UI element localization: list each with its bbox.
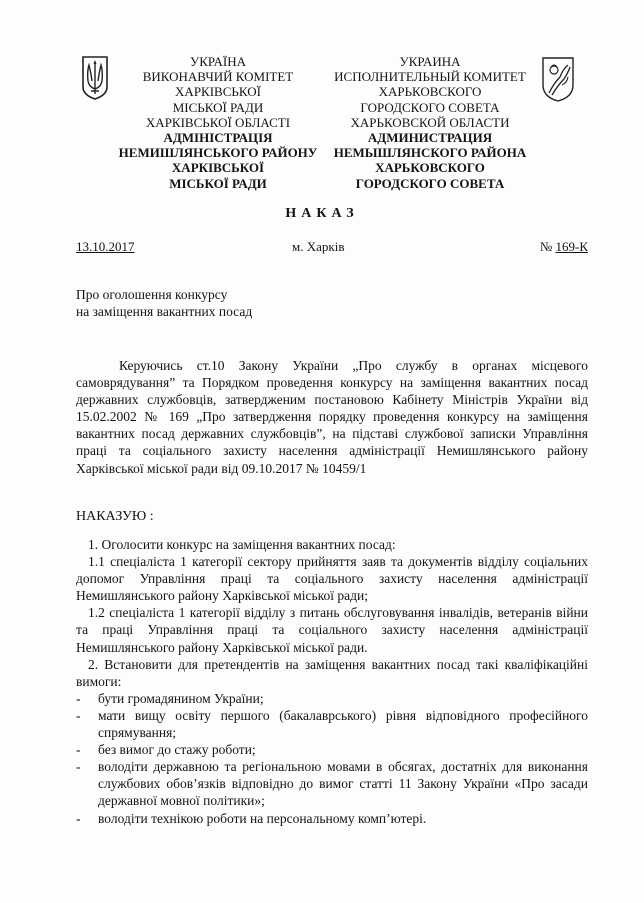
requirement-text: без вимог до стажу роботи;: [98, 742, 256, 758]
requirement-item: [76, 810, 588, 827]
dash-marker: -: [76, 810, 81, 826]
requirement-item: [76, 741, 588, 758]
header-left-line: АДМІНІСТРАЦІЯ: [163, 130, 273, 146]
document-title: НАКАЗ: [285, 206, 359, 221]
header-right-line: УКРАИНА: [399, 54, 461, 69]
header-right-line: ИСПОЛНИТЕЛЬНЫЙ КОМИТЕТ: [334, 69, 526, 85]
requirement-text: володіти державною та регіональною мовами в обсягах, достатніх для виконання службових обов’язків відповідно до вимог статті 11 Закону України «Про засади державної мовної політики»;: [98, 759, 588, 809]
subject-line: на заміщення вакантних посад: [76, 304, 253, 319]
requirement-item: [76, 707, 588, 741]
item-2: 2. Встановити для претендентів на заміщення вакантних посад такі кваліфікаційні вимоги:: [76, 656, 588, 689]
header-right-russian: [326, 54, 534, 191]
header-right-line: ХАРЬКОВСКОГО: [378, 84, 482, 100]
preamble-paragraph: Керуючись ст.10 Закону України „Про службу в органах місцевого самоврядування” та Порядком проведення конкурсу на заміщення вакантних посад державних службовців, затвердженим постановою Кабінету Міністрів України від 15.02.2002 № 169 „Про затвердження порядку проведення конкурсу на заміщення вакантних посад державних службовців”, на підставі службової записки Управління праці та соціального захисту населення адміністрації Немишлянського району Харківської міської ради від 09.10.2017 № 10459/1: [76, 358, 588, 476]
item-1: 1. Оголосити конкурс на заміщення вакантних посад:: [88, 537, 396, 552]
number-value: 169-К: [555, 239, 588, 254]
header-left-line: МІСЬКОЇ РАДИ: [169, 175, 267, 191]
dash-marker: -: [76, 690, 81, 706]
header-left-line: ХАРКІВСЬКОЇ: [175, 84, 261, 100]
requirement-item: [76, 758, 588, 809]
dash-marker: -: [76, 707, 81, 723]
header-right-line: ХАРЬКОВСКОЙ ОБЛАСТИ: [350, 114, 510, 130]
requirement-item: [76, 690, 588, 707]
document-subject: [76, 286, 252, 320]
requirement-text: володіти технікою роботи на персональному комп’ютері.: [98, 810, 427, 826]
header-left-line: УКРАЇНА: [190, 54, 246, 69]
trident-emblem-icon: [80, 55, 110, 101]
header-left-line: ХАРКІВСЬКОЇ ОБЛАСТІ: [145, 114, 291, 130]
requirement-text: мати вищу освіту першого (бакалаврського) рівня відповідного професійного спрямування;: [98, 707, 588, 741]
header-left-line: НЕМИШЛЯНСЬКОГО РАЙОНУ: [118, 145, 318, 161]
document-city: м. Харків: [292, 239, 345, 254]
item-1-1: 1.1 спеціаліста 1 категорії сектору прийняття заяв та документів відділу соціальних допомог Управління праці та соціального захисту населення адміністрації Немишлянського району Харківської міської ради;: [76, 554, 588, 604]
header-left-line: ВИКОНАВЧИЙ КОМІТЕТ: [142, 69, 294, 85]
requirement-text: бути громадянином України;: [98, 690, 264, 706]
header-right-line: НЕМЫШЛЯНСКОГО РАЙОНА: [333, 145, 527, 161]
dash-marker: -: [76, 759, 81, 775]
order-word: НАКАЗУЮ :: [76, 509, 154, 524]
header-left-line: МІСЬКОЇ РАДИ: [172, 99, 264, 115]
number-prefix: №: [539, 239, 553, 254]
header-right-line: ХАРЬКОВСКОГО: [375, 160, 485, 176]
header-right-line: АДМИНИСТРАЦИЯ: [367, 130, 493, 146]
document-number: [540, 239, 588, 255]
dash-marker: -: [76, 742, 81, 758]
subject-line: Про оголошення конкурсу: [76, 287, 228, 302]
header-left-ukrainian: [118, 54, 318, 191]
order-items: [76, 536, 588, 827]
kharkiv-coat-of-arms-icon: [540, 55, 576, 103]
header-left-line: ХАРКІВСЬКОЇ: [171, 160, 265, 176]
header-right-line: ГОРОДСКОГО СОВЕТА: [360, 99, 500, 115]
header-right-line: ГОРОДСКОГО СОВЕТА: [355, 175, 505, 191]
item-1-2: 1.2 спеціаліста 1 категорії відділу з питань обслуговування інвалідів, ветеранів війни та праці Управління праці та соціального захисту населення адміністрації Немишлянського району Харківської міської ради.: [76, 605, 588, 655]
document-date: 13.10.2017: [76, 239, 135, 254]
